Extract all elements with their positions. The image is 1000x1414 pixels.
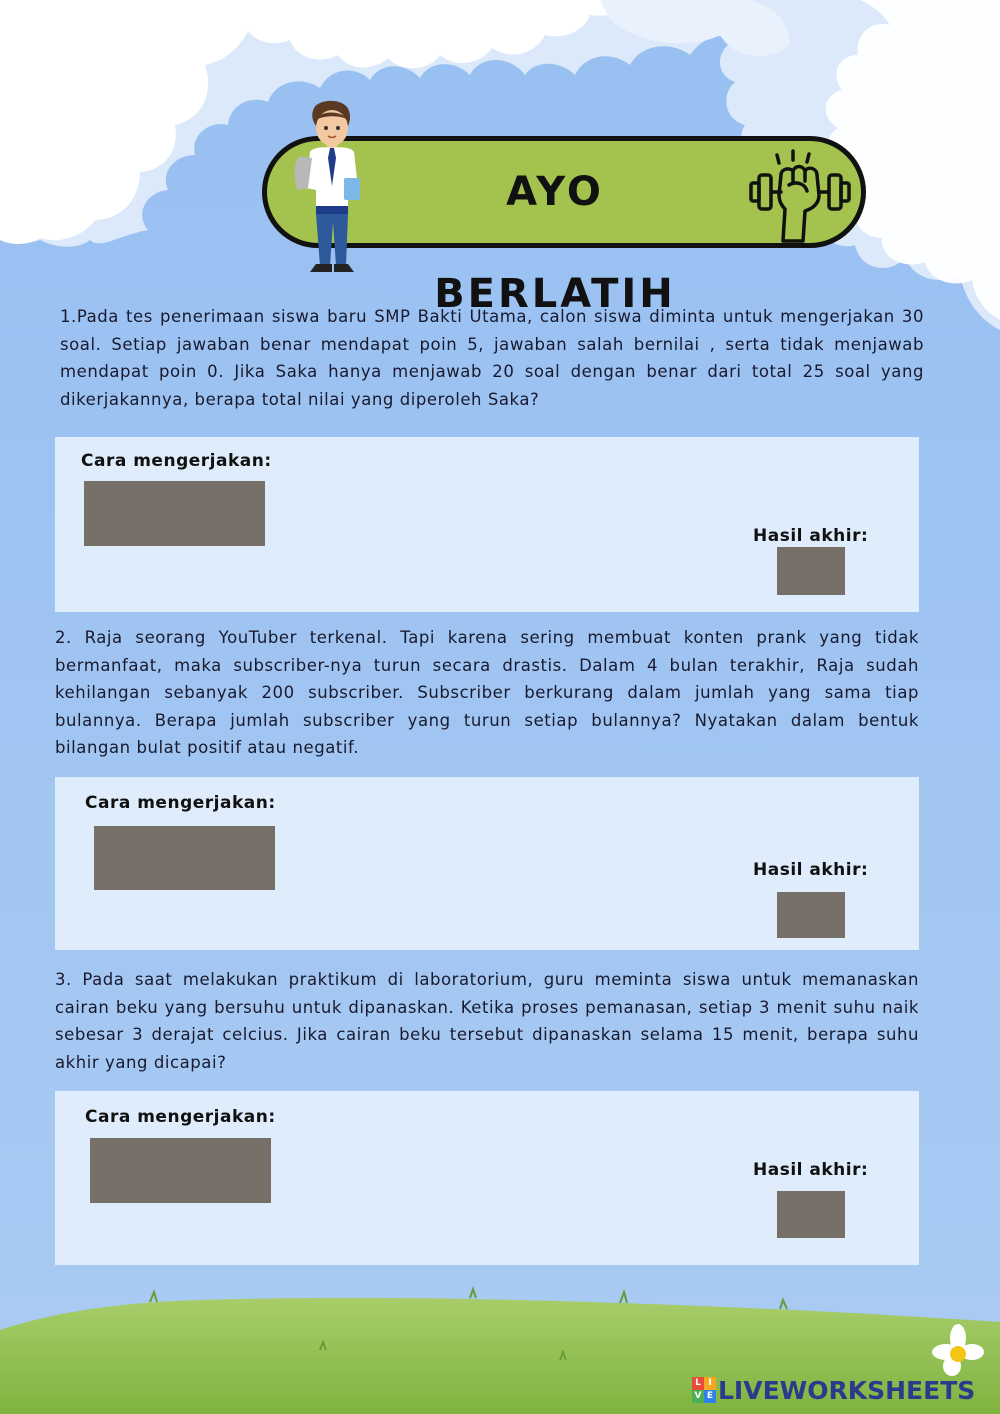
question-2-text: 2. Raja seorang YouTuber terkenal. Tapi karena sering membuat konten prank yang tidak bermanfaat, maka subscriber-nya turun secara drastis. Dalam 4 bulan terakhir, Raja sudah kehilangan sebanyak 200 subscriber. Subscriber berkurang dalam jumlah yang sama tiap bulannya. Berapa jumlah subscriber yang turun setiap bulannya? Nyatakan dalam bentuk bilangan bulat positif atau negatif. <box>55 628 919 758</box>
page-title: AYO BERLATIH <box>434 169 676 317</box>
logo-mark-icon: L I V E <box>692 1377 716 1403</box>
logo-text: LIVEWORKSHEETS <box>718 1375 976 1405</box>
answer-panel-2 <box>55 777 919 950</box>
work-label: Cara mengerjakan: <box>85 1107 276 1127</box>
result-label: Hasil akhir: <box>753 526 869 546</box>
work-label: Cara mengerjakan: <box>85 793 276 813</box>
work-answer-box[interactable] <box>94 826 275 890</box>
work-label: Cara mengerjakan: <box>81 451 272 471</box>
question-1-text: 1.Pada tes penerimaan siswa baru SMP Bakti Utama, calon siswa diminta untuk mengerjakan 30 soal. Setiap jawaban benar mendapat poin 5, jawaban salah bernilai , serta tidak menjawab mendapat poin 0. Jika Saka hanya menjawab 20 soal dengan benar dari total 25 soal yang dikerjakannya, berapa total nilai yang diperoleh Saka? <box>60 307 924 409</box>
boy-student-illustration <box>286 98 376 278</box>
answer-panel-1 <box>55 437 919 612</box>
result-answer-box[interactable] <box>777 1191 845 1238</box>
fist-dumbbell-icon <box>745 145 855 245</box>
result-label: Hasil akhir: <box>753 1160 869 1180</box>
result-answer-box[interactable] <box>777 892 845 938</box>
result-answer-box[interactable] <box>777 547 845 595</box>
result-label: Hasil akhir: <box>753 860 869 880</box>
answer-panel-3 <box>55 1091 919 1265</box>
work-answer-box[interactable] <box>84 481 265 546</box>
work-answer-box[interactable] <box>90 1138 271 1203</box>
question-3-text: 3. Pada saat melakukan praktikum di laboratorium, guru meminta siswa untuk memanaskan cairan beku yang bersuhu untuk dipanaskan. Ketika proses pemanasan, setiap 3 menit suhu naik sebesar 3 derajat celcius. Jika cairan beku tersebut dipanaskan selama 15 menit, berapa suhu akhir yang dicapai? <box>55 970 919 1072</box>
liveworksheets-logo[interactable] <box>692 1373 975 1407</box>
